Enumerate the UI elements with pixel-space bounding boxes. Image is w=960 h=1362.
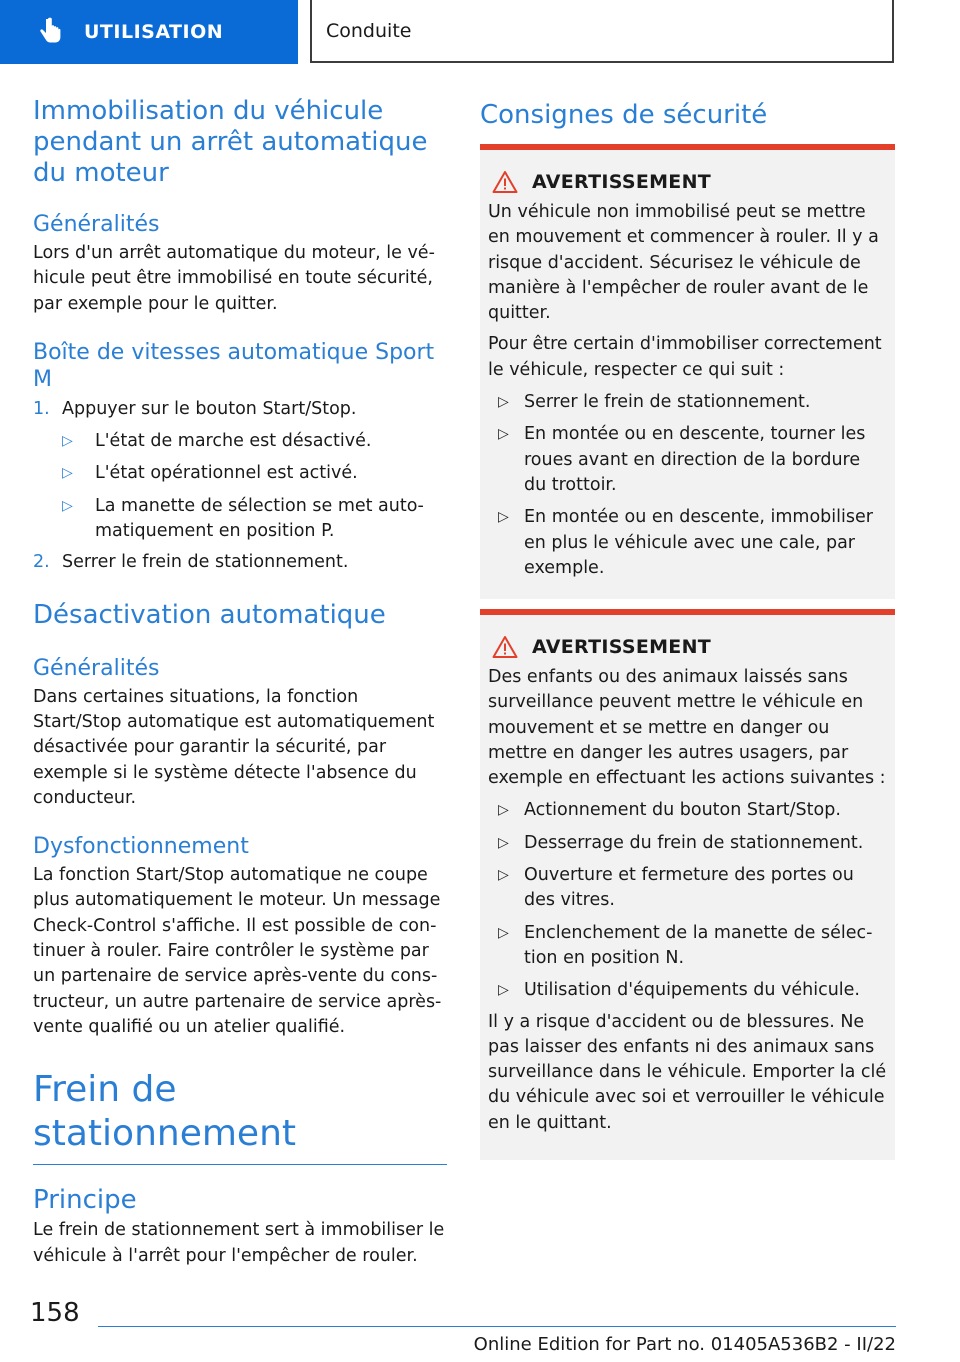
step-item: [33, 397, 447, 544]
left-column: [33, 96, 447, 1269]
substep-item: [62, 461, 447, 486]
steps-list: [33, 397, 447, 576]
warning-title: AVERTISSEMENT: [532, 636, 712, 658]
substep-list: [62, 429, 447, 544]
substep-text: L'état de marche est désactivé.: [95, 431, 372, 452]
paragraph-generalites-1: Lors d'un arrêt automatique du moteur, le véhicule peut être immobilisé en toute sécurité, par exemple pour le quitter.: [33, 243, 435, 314]
heading-dysfonctionnement: Dysfonctionnement: [33, 834, 249, 860]
chapter-label: Conduite: [326, 19, 412, 42]
substep-item: [62, 429, 447, 454]
paragraph-principe: Le frein de stationnement sert à immobiliser le véhicule à l'arrêt pour l'empêcher de rouler.: [33, 1220, 445, 1266]
triangle-bullet-icon: ▷: [498, 509, 509, 526]
warning-item: [488, 390, 887, 415]
triangle-bullet-icon: ▷: [498, 924, 509, 941]
chapter-box: [310, 0, 894, 63]
section-label: UTILISATION: [84, 21, 224, 43]
heading-immobilisation: Immobilisation du véhicule pendant un arrêt automatique du moteur: [33, 96, 428, 188]
warning-paragraph: Il y a risque d'accident ou de blessures. Ne pas laisser des enfants ni des animaux sans surveillance dans le véhicule. Emporter la clé du véhicule avec soi et verrouiller le véhicule en le quittant.: [488, 1011, 887, 1133]
triangle-bullet-icon: ▷: [498, 982, 509, 999]
step-text: Appuyer sur le bouton Start/Stop.: [62, 398, 357, 419]
warning-header: [488, 635, 887, 659]
substep-text: L'état opérationnel est activé.: [95, 463, 358, 484]
triangle-bullet-icon: ▷: [498, 834, 509, 851]
section-tab: [0, 0, 298, 64]
warning-item: [488, 505, 887, 581]
footer-edition: Online Edition for Part no. 01405A536B2 - II/22: [473, 1334, 896, 1355]
warning-box-2: [480, 609, 895, 1160]
warning-triangle-icon: [492, 170, 518, 194]
hand-pointer-icon: [34, 16, 66, 48]
warning-item: [488, 422, 887, 498]
triangle-bullet-icon: ▷: [498, 867, 509, 884]
heading-desactivation: Désactivation automatique: [33, 599, 386, 630]
triangle-bullet-icon: ▷: [498, 802, 509, 819]
heading-principe: Principe: [33, 1185, 137, 1216]
step-number: 1.: [33, 398, 50, 419]
heading-boite-vitesses: Boîte de vitesses automatique Sport M: [33, 339, 435, 392]
warning-item-text: Actionnement du bouton Start/Stop.: [524, 800, 841, 821]
paragraph-generalites-2: Dans certaines situations, la fonction Start/Stop automatique est automatiquement désactivée pour garantir la sécurité, par exemple si le système détecte l'absence du conducteur.: [33, 686, 435, 808]
heading-generalites-1: Généralités: [33, 212, 160, 237]
paragraph-dysfonctionnement: La fonction Start/Stop automatique ne coupe plus automatiquement le moteur. Un message Check-Control s'affiche. Il est possible de continuer à rouler. Faire contrôler le système par un partenaire de service après-vente du constructeur, un autre partenaire de service après-vente qualifié ou un atelier qualifié.: [33, 865, 442, 1037]
step-number: 2.: [33, 552, 50, 573]
warning-list: [488, 798, 887, 1003]
warning-item-text: Enclenchement de la manette de sélection en position N.: [524, 922, 873, 968]
warning-title: AVERTISSEMENT: [532, 171, 712, 193]
heading-generalites-2: Généralités: [33, 655, 160, 681]
warning-box-1: [480, 144, 895, 599]
warning-item: [488, 978, 887, 1003]
warning-item: [488, 831, 887, 856]
triangle-bullet-icon: ▷: [498, 394, 509, 411]
step-item: [33, 550, 447, 575]
triangle-bullet-icon: ▷: [62, 465, 73, 482]
warning-item-text: En montée ou en descente, immobiliser en plus le véhicule avec une cale, par exemple.: [524, 507, 873, 578]
warning-item-text: En montée ou en descente, tourner les roues avant en direction de la bordure du trottoir.: [524, 424, 866, 495]
warning-item-text: Utilisation d'équipements du véhicule.: [524, 980, 860, 1001]
triangle-bullet-icon: ▷: [498, 426, 509, 443]
heading-consignes: Consignes de sécurité: [480, 100, 768, 130]
triangle-bullet-icon: ▷: [62, 433, 73, 450]
warning-item-text: Ouverture et fermeture des portes ou des vitres.: [524, 865, 854, 911]
triangle-bullet-icon: ▷: [62, 497, 73, 514]
warning-item-text: Serrer le frein de stationnement.: [524, 392, 811, 413]
warning-list: [488, 390, 887, 581]
footer-divider: [98, 1326, 896, 1327]
warning-paragraph: Des enfants ou des animaux laissés sans surveillance peuvent mettre le véhicule en mouvement et se mettre en danger ou mettre en danger les autres usagers, par exemple en effectuant les actions suivantes :: [488, 667, 886, 789]
warning-header: [488, 170, 887, 194]
warning-item: [488, 921, 887, 972]
warning-paragraph: Un véhicule non immobilisé peut se mettre en mouvement et commencer à rouler. Il y a risque d'accident. Sécurisez le véhicule de manière à l'empêcher de rouler avant de le quitter.: [488, 202, 879, 324]
warning-item: [488, 863, 887, 914]
warning-paragraph: Pour être certain d'immobiliser correctement le véhicule, respecter ce qui suit :: [488, 334, 882, 380]
warning-item: [488, 798, 887, 823]
page-number: 158: [30, 1298, 80, 1328]
substep-item: [62, 494, 447, 545]
section-divider: [33, 1164, 447, 1165]
substep-text: La manette de sélection se met automatiquement en position P.: [95, 495, 424, 542]
warning-triangle-icon: [492, 635, 518, 659]
warning-item-text: Desserrage du frein de stationnement.: [524, 832, 864, 853]
step-text: Serrer le frein de stationnement.: [62, 552, 349, 573]
heading-frein-stationnement: Frein de stationnement: [33, 1069, 297, 1155]
